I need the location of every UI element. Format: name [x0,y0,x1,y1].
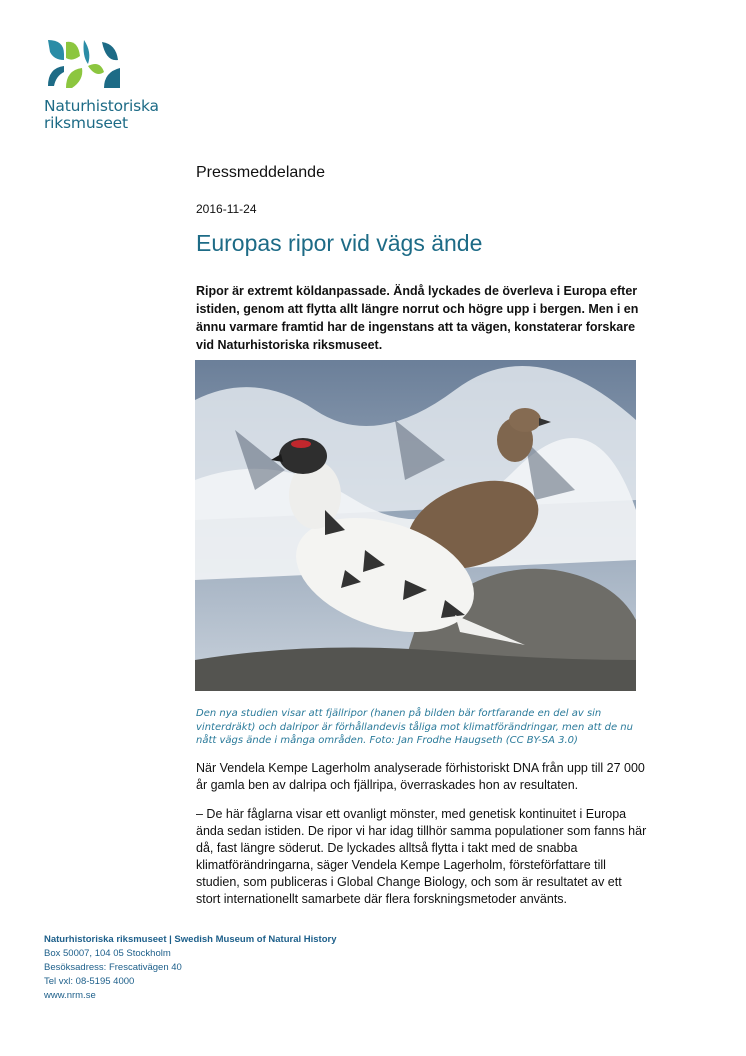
footer-phone: Tel vxl: 08-5195 4000 [44,976,135,987]
body-paragraph-1: När Vendela Kempe Lagerholm analyserade förhistoriskt DNA från upp till 27 000 år gamla ben av dalripa och fjällripa, överraskades hon av resultaten. [196,761,645,792]
ptarmigan-photo [195,360,636,691]
footer-box: Box 50007, 104 05 Stockholm [44,948,171,959]
footer-visit: Besöksadress: Frescativägen 40 [44,962,182,973]
logo-mark-icon [44,38,124,90]
footer-org: Naturhistoriska riksmuseet | Swedish Museum of Natural History [44,934,337,945]
lead-paragraph: Ripor är extremt köldanpassade. Ändå lyckades de överleva i Europa efter istiden, genom att flytta allt längre norrut och högre upp i bergen. Men i en ännu varmare framtid har de ingenstans att ta vägen, konstaterar forskare vid Naturhistoriska riksmuseet. [196,284,639,352]
photo-caption: Den nya studien visar att fjällripor (hanen på bilden bär fortfarande en del av sin vinterdräkt) och dalripor är förhållandevis tåliga mot klimatförändringar, men att de nu nått vägs ände i många områden. Foto: Jan Frodhe Haugseth (CC BY-SA 3.0) [196,708,633,746]
museum-logo [44,38,174,132]
press-date: 2016-11-24 [196,202,257,216]
logo-name-line1: Naturhistoriska [44,97,159,115]
page-title: Europas ripor vid vägs ände [196,230,483,256]
body-paragraph-2: – De här fåglarna visar ett ovanligt mönster, med genetisk kontinuitet i Europa ända sedan istiden. De ripor vi har idag tillhör samma populationer som fanns här då, fast längre söderut. De lyckades alltså flytta i takt med de snabba klimatförändringarna, säger Vendela Kempe Lagerholm, försteförfattare till studien, som publiceras i Global Change Biology, och som är resultatet av ett stort internationellt samarbete där flera forskningsmetoder använts. [196,807,647,906]
footer-web-link[interactable]: www.nrm.se [44,990,96,1001]
document-type: Pressmeddelande [196,164,325,181]
logo-name-line2: riksmuseet [44,114,128,132]
footer-contact [44,933,337,1003]
